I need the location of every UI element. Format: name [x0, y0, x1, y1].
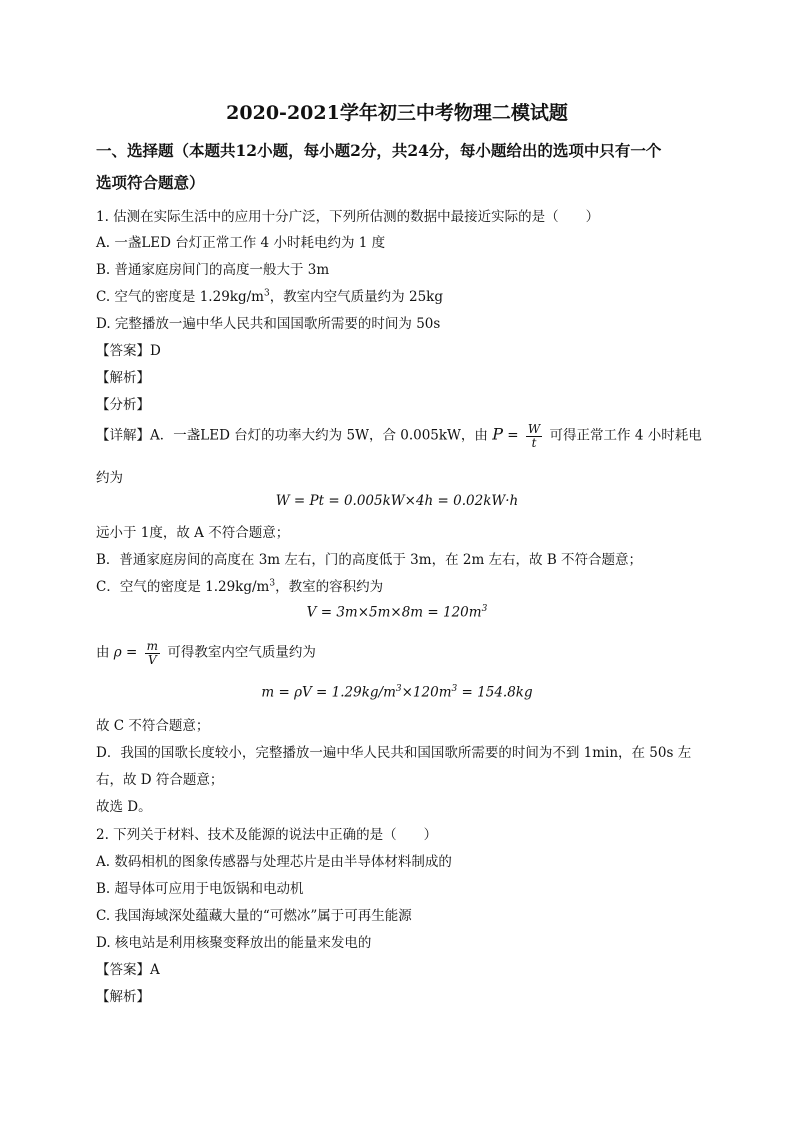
q2-option-b: B. 超导体可应用于电饭锅和电动机	[96, 881, 304, 897]
fraction-m-over-v: $\frac{m}{V}$	[146, 639, 159, 667]
detail-a-cont: 约为	[96, 470, 123, 486]
equation-volume: $V = 3m\times 5m\times 8m = 120m^3$	[306, 604, 488, 621]
q2-option-a: A. 数码相机的图象传感器与处理芯片是由半导体材料制成的	[96, 854, 452, 870]
q2-answer-label: 【答案】A	[96, 962, 160, 978]
question-1-stem: 1. 估测在实际生活中的应用十分广泛，下列所估测的数据中最接近实际的是（ ）	[96, 209, 600, 225]
analysis-label: 【解析】	[96, 370, 150, 386]
q2-option-c: C. 我国海域深处蕴藏大量的“可燃冰”属于可再生能源	[96, 908, 412, 924]
q2-option-d: D. 核电站是利用核聚变释放出的能量来发电的	[96, 935, 372, 951]
option-c: C. 空气的密度是 $1.29kg/m^3$，教室内空气质量约为 25kg	[96, 288, 443, 305]
option-b: B. 普通家庭房间门的高度一般大于 3m	[96, 262, 330, 278]
q2-analysis-label: 【解析】	[96, 989, 150, 1005]
detail-c: C．空气的密度是 $1.29kg/m^3$，教室的容积约为	[96, 578, 384, 595]
page-title: 2020-2021学年初三中考物理二模试题	[226, 102, 568, 124]
section-heading-cont: 选项符合题意）	[96, 173, 205, 192]
detail-d: D．我国的国歌长度较小，完整播放一遍中华人民共和国国歌所需要的时间为不到 1min，在 50s 左	[96, 745, 692, 761]
detail-a: 【详解】A．一盏LED 台灯的功率大约为 5W，合 0.005kW，由 P = $\frac{W}{t}$ 可得正常工作 4 小时耗电	[96, 422, 702, 450]
detail-d-cont: 右，故 D 符合题意；	[96, 772, 224, 788]
option-d: D. 完整播放一遍中华人民共和国国歌所需要的时间为 50s	[96, 316, 441, 332]
detail-c-end: 故 C 不符合题意；	[96, 718, 210, 734]
density-line: 由 ρ = $\frac{m}{V}$ 可得教室内空气质量约为	[96, 639, 316, 667]
option-a: A. 一盏LED 台灯正常工作 4 小时耗电约为 1 度	[96, 235, 386, 251]
fraction-w-over-t: $\frac{W}{t}$	[527, 422, 541, 450]
detail-b: B．普通家庭房间的高度在 3m 左右，门的高度低于 3m，在 2m 左右，故 B 不符合题意；	[96, 552, 643, 568]
equation-energy: W = Pt = 0.005kW×4h = 0.02kW·h	[275, 493, 519, 509]
detail-a-end: 远小于 1度，故 A 不符合题意；	[96, 525, 290, 541]
answer-label: 【答案】D	[96, 343, 161, 359]
fenxi-label: 【分析】	[96, 397, 150, 413]
question-2-stem: 2. 下列关于材料、技术及能源的说法中正确的是（ ）	[96, 827, 438, 843]
equation-mass: $m = \rho V = 1.29kg/m^3\times 120m^3 = 154.8kg$	[261, 684, 533, 701]
section-heading: 一、选择题（本题共12小题，每小题2分，共24分，每小题给出的选项中只有一个	[96, 141, 662, 160]
conclusion: 故选 D。	[96, 799, 152, 815]
